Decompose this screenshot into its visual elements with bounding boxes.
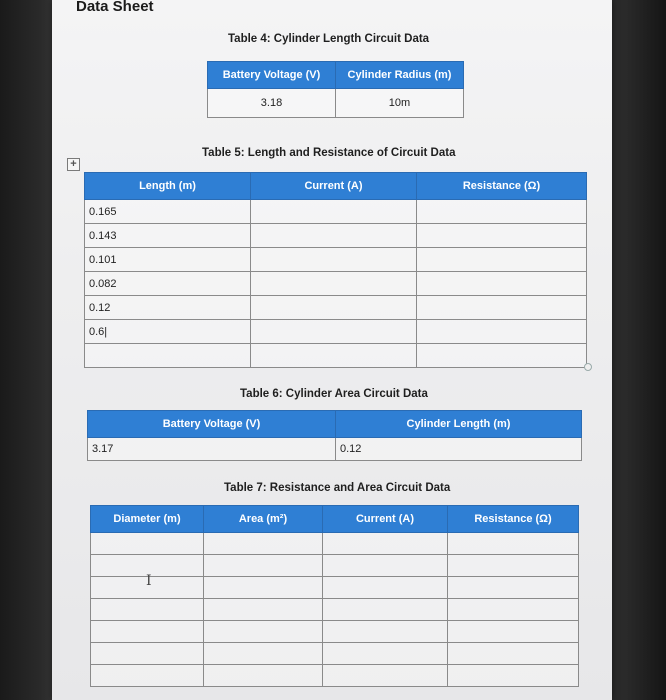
- area-cell[interactable]: [204, 599, 323, 621]
- plus-box-icon[interactable]: +: [67, 158, 80, 171]
- column-header: Current (A): [323, 506, 448, 533]
- column-header: Area (m²): [204, 506, 323, 533]
- diameter-cell[interactable]: [91, 643, 204, 665]
- table-header-row: [88, 411, 582, 438]
- area-cell[interactable]: [204, 555, 323, 577]
- table-row: [91, 643, 579, 665]
- length-cell[interactable]: 0.143: [85, 224, 251, 248]
- table-cell[interactable]: 10m: [336, 89, 464, 118]
- resistance-cell[interactable]: [448, 665, 579, 687]
- table-row: [85, 272, 587, 296]
- diameter-cell[interactable]: [91, 665, 204, 687]
- resistance-cell[interactable]: [448, 555, 579, 577]
- table-row: [91, 533, 579, 555]
- table-row: [85, 320, 587, 344]
- table-row: [208, 89, 464, 118]
- column-header: Battery Voltage (V): [88, 411, 336, 438]
- current-cell[interactable]: [251, 272, 417, 296]
- table5-caption: Table 5: Length and Resistance of Circuit Data: [202, 147, 456, 159]
- resistance-cell[interactable]: [448, 533, 579, 555]
- area-cell[interactable]: [204, 621, 323, 643]
- current-cell[interactable]: [251, 200, 417, 224]
- current-cell[interactable]: [323, 643, 448, 665]
- diameter-cell[interactable]: [91, 533, 204, 555]
- resistance-cell[interactable]: [417, 296, 587, 320]
- table-header-row: [208, 62, 464, 89]
- current-cell[interactable]: [323, 599, 448, 621]
- resistance-cell[interactable]: [417, 272, 587, 296]
- current-cell[interactable]: [323, 665, 448, 687]
- table-cell[interactable]: 3.18: [208, 89, 336, 118]
- table-row: [88, 438, 582, 461]
- table4-caption: Table 4: Cylinder Length Circuit Data: [228, 33, 430, 45]
- table-cell[interactable]: 3.17: [88, 438, 336, 461]
- length-cell[interactable]: 0.165: [85, 200, 251, 224]
- current-cell[interactable]: [251, 344, 417, 368]
- table-row: [85, 344, 587, 368]
- table-row: [85, 296, 587, 320]
- table-row: [91, 577, 579, 599]
- table-row: [91, 555, 579, 577]
- column-header: Cylinder Radius (m): [336, 62, 464, 89]
- text-cursor-icon: I: [146, 573, 152, 589]
- area-cell[interactable]: [204, 577, 323, 599]
- current-cell[interactable]: [323, 621, 448, 643]
- area-cell[interactable]: [204, 643, 323, 665]
- length-cell[interactable]: 0.101: [85, 248, 251, 272]
- resistance-cell[interactable]: [448, 643, 579, 665]
- length-cell[interactable]: [85, 344, 251, 368]
- table6: [87, 410, 582, 461]
- column-header: Resistance (Ω): [448, 506, 579, 533]
- resistance-cell[interactable]: [417, 248, 587, 272]
- length-cell[interactable]: 0.6|: [85, 320, 251, 344]
- column-header: Length (m): [85, 173, 251, 200]
- length-cell[interactable]: 0.082: [85, 272, 251, 296]
- column-header: Resistance (Ω): [417, 173, 587, 200]
- table-row: [85, 248, 587, 272]
- table-row: [91, 665, 579, 687]
- resistance-cell[interactable]: [448, 621, 579, 643]
- sheet-title: Data Sheet: [76, 0, 154, 15]
- column-header: Cylinder Length (m): [336, 411, 582, 438]
- table-row: [85, 200, 587, 224]
- column-header: Diameter (m): [91, 506, 204, 533]
- table-row: [85, 224, 587, 248]
- table-resize-handle[interactable]: [584, 363, 592, 371]
- table7: [90, 505, 579, 687]
- table4: [207, 61, 464, 118]
- resistance-cell[interactable]: [448, 599, 579, 621]
- table-header-row: [85, 173, 587, 200]
- table7-caption: Table 7: Resistance and Area Circuit Data: [224, 482, 451, 494]
- current-cell[interactable]: [251, 248, 417, 272]
- current-cell[interactable]: [323, 533, 448, 555]
- column-header: Current (A): [251, 173, 417, 200]
- resistance-cell[interactable]: [417, 320, 587, 344]
- column-header: Battery Voltage (V): [208, 62, 336, 89]
- table6-caption: Table 6: Cylinder Area Circuit Data: [240, 388, 428, 400]
- diameter-cell[interactable]: [91, 621, 204, 643]
- table-header-row: [91, 506, 579, 533]
- resistance-cell[interactable]: [448, 577, 579, 599]
- resistance-cell[interactable]: [417, 344, 587, 368]
- area-cell[interactable]: [204, 533, 323, 555]
- current-cell[interactable]: [251, 296, 417, 320]
- current-cell[interactable]: [251, 320, 417, 344]
- area-cell[interactable]: [204, 665, 323, 687]
- current-cell[interactable]: [323, 577, 448, 599]
- current-cell[interactable]: [251, 224, 417, 248]
- length-cell[interactable]: 0.12: [85, 296, 251, 320]
- diameter-cell[interactable]: [91, 599, 204, 621]
- table-row: [91, 599, 579, 621]
- current-cell[interactable]: [323, 555, 448, 577]
- resistance-cell[interactable]: [417, 200, 587, 224]
- resistance-cell[interactable]: [417, 224, 587, 248]
- table-row: [91, 621, 579, 643]
- table-cell[interactable]: 0.12: [336, 438, 582, 461]
- table5: [84, 172, 587, 368]
